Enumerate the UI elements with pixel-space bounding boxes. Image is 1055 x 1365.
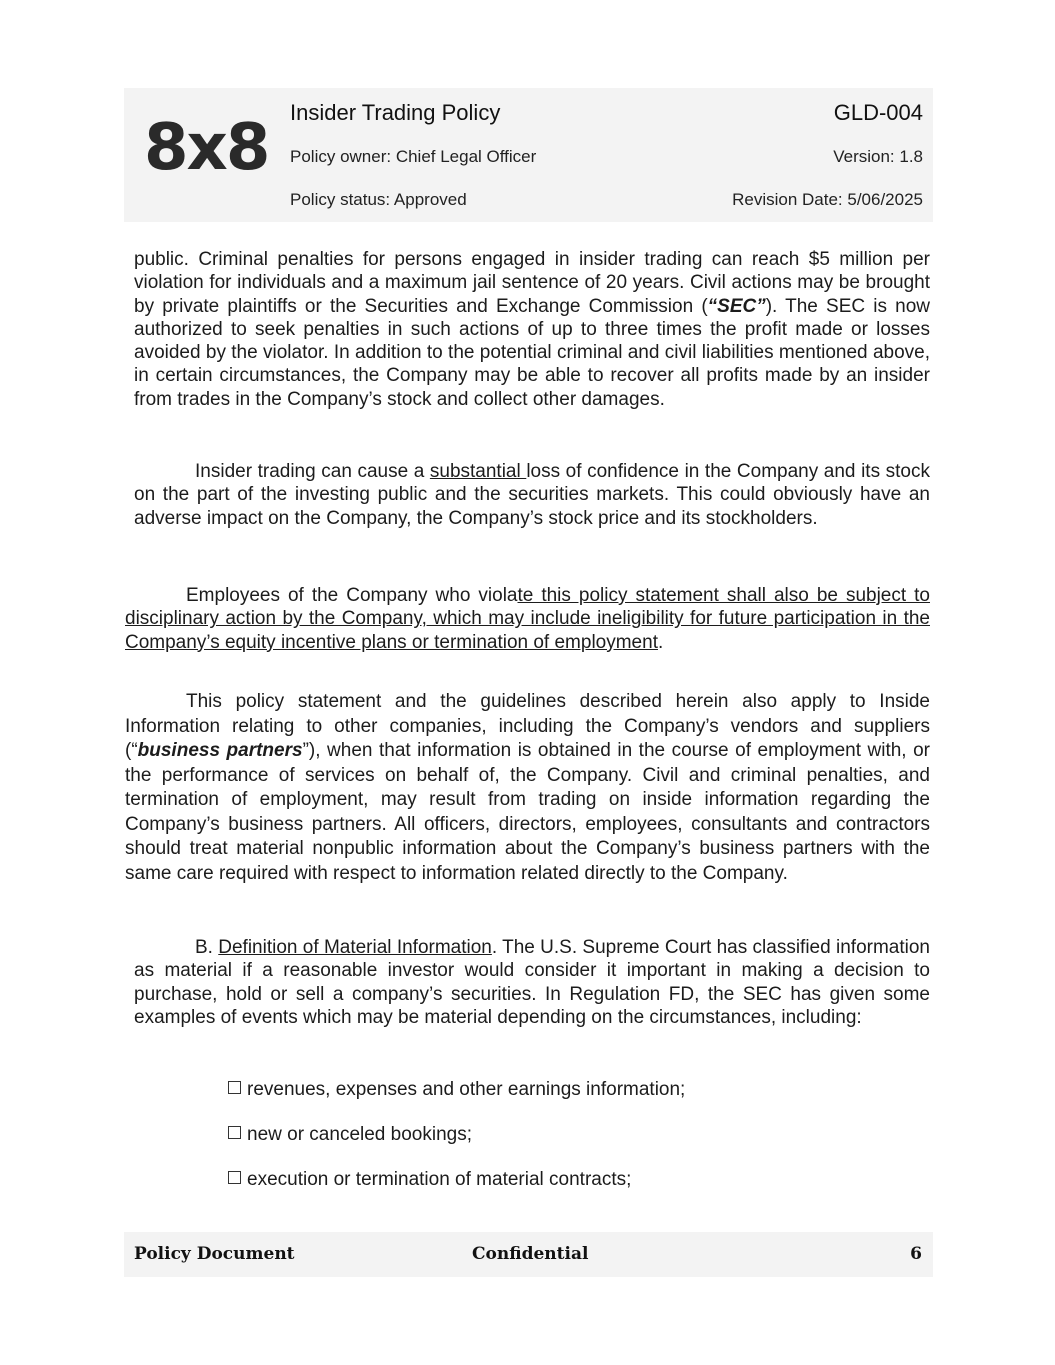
paragraph-text: B. [195, 937, 219, 958]
policy-code: GLD-004 [833, 100, 923, 125]
paragraph-text: . [657, 631, 664, 653]
footer-confidential: Confidential [472, 1244, 589, 1264]
page-number: 6 [910, 1244, 922, 1264]
paragraph-text: This policy statement and the guidelines described herein also apply to Inside Information relating to other companies, including the Company’s vendors and suppliers (“ [125, 691, 930, 761]
defined-term-business-partners: business partners [137, 740, 303, 761]
paragraph-text: ”), when that information is obtained in the course of employment with, or the performance of services on behalf of, the Company. Civil and criminal penalties, and termination of employment, may result from trading on inside information regarding the Company’s business partners. All officers, directors, employees, consultants and contractors should treat material nonpublic information about the Company’s business partners with the same care required with respect to information related directly to the Company. [125, 740, 931, 884]
policy-title: Insider Trading Policy [290, 100, 501, 125]
paragraph-disciplinary [125, 584, 930, 654]
list-item [228, 1169, 631, 1191]
paragraph-text: . The U.S. Supreme Court has classified information as material if a reasonable investor would consider it important in making a decision to purchase, hold or sell a company’s securities. In Regulation FD, the SEC has given some examples of events which may be material depending on the circumstances, including: [134, 937, 930, 1028]
checkbox-square-icon [228, 1126, 241, 1139]
policy-version: Version: 1.8 [833, 147, 923, 166]
revision-date: Revision Date: 5/06/2025 [732, 190, 923, 209]
list-item [228, 1079, 685, 1101]
document-header [124, 88, 933, 222]
paragraph-text: Employees of the Company who viola [186, 585, 518, 606]
policy-owner: Policy owner: Chief Legal Officer [290, 147, 537, 166]
checkbox-square-icon [228, 1081, 241, 1094]
paragraph-material-information [134, 936, 930, 1029]
list-item-text: revenues, expenses and other earnings information; [247, 1079, 686, 1100]
list-item-text: execution or termination of material contracts; [247, 1169, 632, 1190]
company-logo: 8x8 [144, 111, 269, 185]
paragraph-confidence [134, 460, 930, 530]
underlined-text: te this policy statement shall also be subject to disciplinary action by the Company, which may include ineligibility for future participation in the Company’s equity incentive plans or termination of employment [125, 585, 930, 653]
list-item [228, 1124, 472, 1146]
paragraph-penalties [134, 248, 930, 411]
checkbox-square-icon [228, 1171, 241, 1184]
paragraph-text: public. Criminal penalties for persons engaged in insider trading can reach $5 million per violation for individuals and a maximum jail sentence of 20 years. Civil actions may be brought by private plaintiffs or the Securities and Exchange Commission ( [134, 249, 930, 317]
paragraph-business-partners [125, 690, 930, 886]
paragraph-text: loss of confidence in the Company and its stock on the part of the investing public and the securities markets. This could obviously have an adverse impact on the Company, the Company’s stock price and its stockholders. [134, 461, 930, 529]
paragraph-text: ). The SEC is now authorized to seek penalties in such actions of up to three times the profit made or losses avoided by the violator. In addition to the potential criminal and civil liabilities mentioned above, in certain circumstances, the Company may be able to recover all profits made by an insider from trades in the Company’s stock and collect other damages. [134, 295, 930, 410]
defined-term-sec: “SEC” [707, 295, 766, 317]
underlined-text: substantial [429, 461, 527, 482]
section-heading: Definition of Material Information [218, 937, 492, 958]
list-item-text: new or canceled bookings; [247, 1124, 472, 1145]
paragraph-text: Insider trading can cause a [195, 461, 430, 482]
document-footer [124, 1232, 933, 1277]
footer-label: Policy Document [134, 1244, 295, 1264]
policy-status: Policy status: Approved [290, 190, 467, 209]
